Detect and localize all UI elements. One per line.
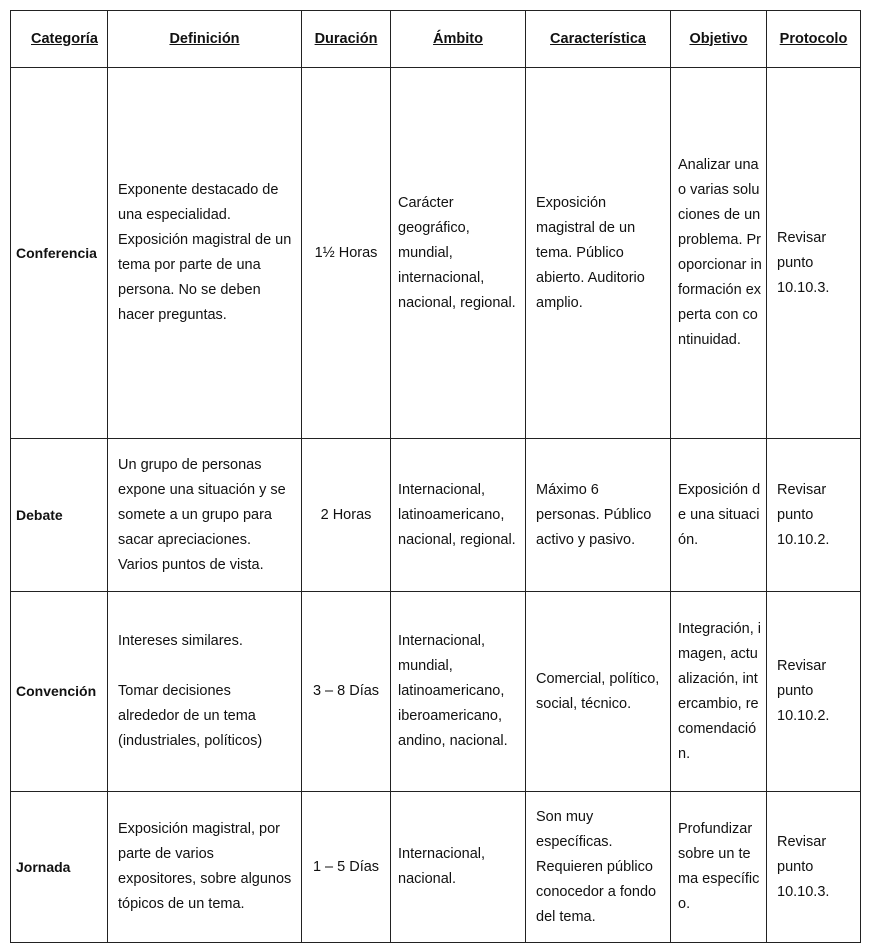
definicion-line-2: Tomar decisiones alrededor de un tema (industriales, políticos) [118,683,263,749]
cell-duracion: 1½ Horas [302,68,391,439]
cell-caracteristica: Comercial, político, social, técnico. [526,592,671,792]
cell-objetivo: Exposición de una situación. [671,439,767,592]
header-protocolo: Protocolo [767,11,861,68]
cell-protocolo: Revisar punto 10.10.3. [767,792,861,943]
header-caracteristica: Característica [526,11,671,68]
definicion-line-1: Intereses similares. [118,633,243,649]
cell-duracion: 3 – 8 Días [302,592,391,792]
cell-protocolo: Revisar punto 10.10.2. [767,439,861,592]
cell-definicion [108,592,302,792]
cell-objetivo: Profundizar sobre un tema específico. [671,792,767,943]
cell-duracion: 1 – 5 Días [302,792,391,943]
header-row [11,11,861,68]
cell-protocolo: Revisar punto 10.10.2. [767,592,861,792]
cell-categoria: Jornada [11,792,108,943]
events-table [10,10,861,943]
cell-ambito: Carácter geográfico, mundial, internacional, nacional, regional. [391,68,526,439]
cell-definicion: Un grupo de personas expone una situación y se somete a un grupo para sacar apreciaciones. Varios puntos de vista. [108,439,302,592]
table-row [11,792,861,943]
cell-ambito: Internacional, latinoamericano, nacional, regional. [391,439,526,592]
table-row [11,439,861,592]
cell-ambito: Internacional, nacional. [391,792,526,943]
cell-definicion: Exponente destacado de una especialidad. Exposición magistral de un tema por parte de una persona. No se deben hacer preguntas. [108,68,302,439]
cell-protocolo: Revisar punto 10.10.3. [767,68,861,439]
cell-duracion: 2 Horas [302,439,391,592]
cell-ambito: Internacional, mundial, latinoamericano, iberoamericano, andino, nacional. [391,592,526,792]
header-categoria: Categoría [11,11,108,68]
cell-categoria: Conferencia [11,68,108,439]
header-definicion: Definición [108,11,302,68]
table-row [11,68,861,439]
cell-caracteristica: Son muy específicas. Requieren público conocedor a fondo del tema. [526,792,671,943]
cell-categoria: Convención [11,592,108,792]
cell-caracteristica: Máximo 6 personas. Público activo y pasivo. [526,439,671,592]
header-ambito: Ámbito [391,11,526,68]
cell-categoria: Debate [11,439,108,592]
cell-definicion: Exposición magistral, por parte de varios expositores, sobre algunos tópicos de un tema. [108,792,302,943]
header-objetivo: Objetivo [671,11,767,68]
header-duracion: Duración [302,11,391,68]
table-row [11,592,861,792]
cell-objetivo: Analizar una o varias soluciones de un problema. Proporcionar información experta con continuidad. [671,68,767,439]
cell-objetivo: Integración, imagen, actualización, intercambio, recomendación. [671,592,767,792]
cell-caracteristica: Exposición magistral de un tema. Público abierto. Auditorio amplio. [526,68,671,439]
